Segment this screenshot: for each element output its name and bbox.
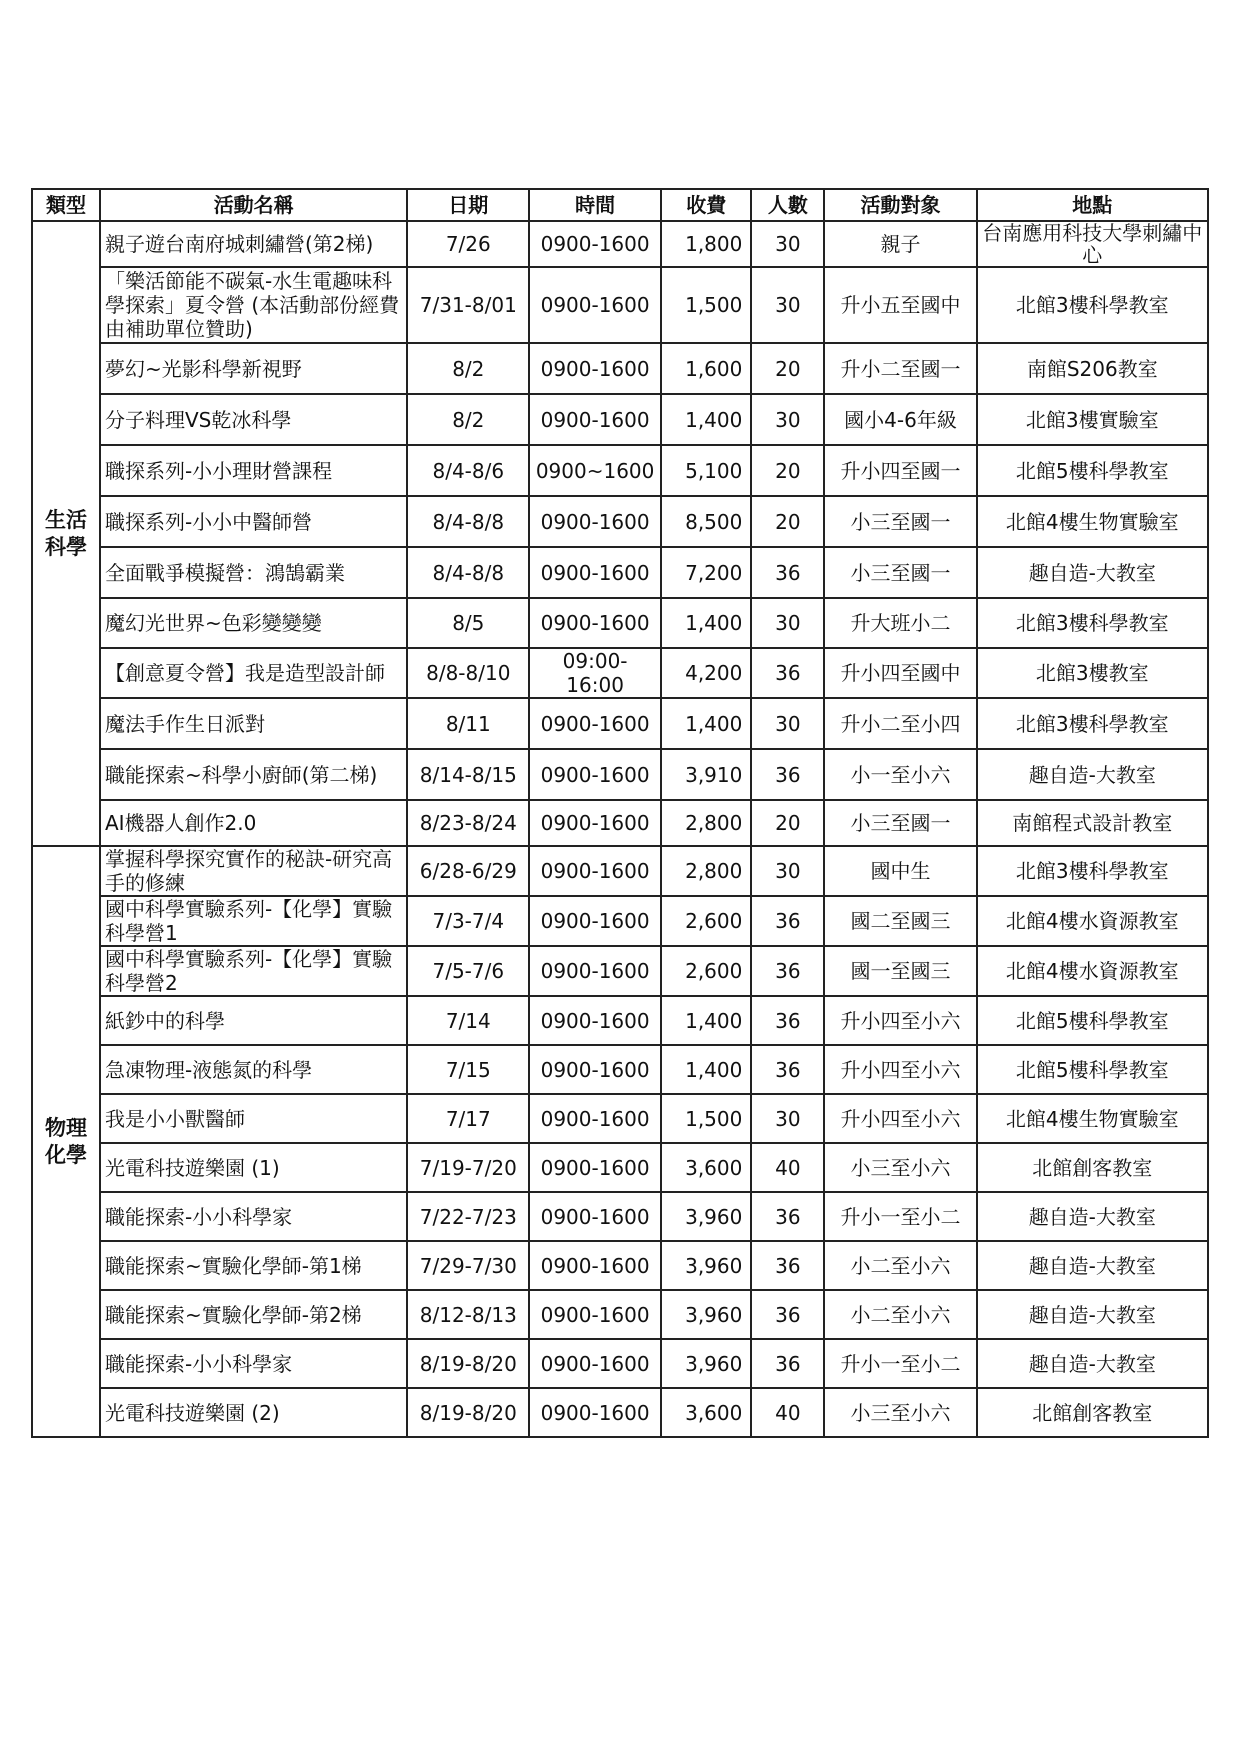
table-row (32, 1241, 1208, 1290)
location-cell: 北館3樓科學教室 (977, 598, 1208, 648)
table-row (32, 445, 1208, 496)
headcount-cell: 36 (751, 1045, 824, 1094)
target-audience-cell: 小一至小六 (824, 749, 976, 800)
fee-cell: 2,800 (661, 800, 751, 846)
activity-name-cell: 掌握科學探究實作的秘訣-研究高手的修練 (100, 846, 407, 896)
table-row (32, 496, 1208, 547)
location-cell: 北館4樓生物實驗室 (977, 1094, 1208, 1143)
fee-cell: 1,400 (661, 1045, 751, 1094)
location-cell: 北館3樓科學教室 (977, 267, 1208, 343)
fee-cell: 1,400 (661, 394, 751, 445)
activity-name-cell: 親子遊台南府城刺繡營(第2梯) (100, 221, 407, 267)
time-cell: 0900-1600 (529, 996, 661, 1045)
table-row (32, 800, 1208, 846)
time-cell: 0900-1600 (529, 1192, 661, 1241)
time-cell: 0900-1600 (529, 846, 661, 896)
date-cell: 8/23-8/24 (407, 800, 529, 846)
table-row (32, 1143, 1208, 1192)
date-cell: 8/5 (407, 598, 529, 648)
target-audience-cell: 小三至國一 (824, 547, 976, 598)
location-cell: 趣自造-大教室 (977, 1290, 1208, 1339)
headcount-cell: 30 (751, 698, 824, 749)
target-audience-cell: 升小二至國一 (824, 343, 976, 394)
activity-name-cell: 國中科學實驗系列-【化學】實驗科學營2 (100, 946, 407, 996)
date-cell: 7/14 (407, 996, 529, 1045)
date-cell: 8/4-8/6 (407, 445, 529, 496)
activity-name-cell: 全面戰爭模擬營：鴻鵠霸業 (100, 547, 407, 598)
date-cell: 7/3-7/4 (407, 896, 529, 946)
table-row (32, 749, 1208, 800)
time-cell: 0900-1600 (529, 1388, 661, 1437)
headcount-cell: 20 (751, 496, 824, 547)
time-cell: 0900-1600 (529, 496, 661, 547)
target-audience-cell: 小三至小六 (824, 1143, 976, 1192)
table-row (32, 648, 1208, 698)
headcount-cell: 20 (751, 445, 824, 496)
headcount-cell: 30 (751, 221, 824, 267)
headcount-cell: 36 (751, 1339, 824, 1388)
fee-cell: 1,400 (661, 698, 751, 749)
location-cell: 北館4樓水資源教室 (977, 896, 1208, 946)
fee-cell: 1,500 (661, 1094, 751, 1143)
target-audience-cell: 小三至小六 (824, 1388, 976, 1437)
fee-cell: 3,960 (661, 1290, 751, 1339)
table-row (32, 343, 1208, 394)
location-cell: 台南應用科技大學刺繡中心 (977, 221, 1208, 267)
headcount-cell: 36 (751, 1192, 824, 1241)
fee-cell: 4,200 (661, 648, 751, 698)
time-cell: 0900-1600 (529, 896, 661, 946)
time-cell: 0900-1600 (529, 547, 661, 598)
fee-cell: 1,400 (661, 996, 751, 1045)
location-cell: 南館程式設計教室 (977, 800, 1208, 846)
target-audience-cell: 國二至國三 (824, 896, 976, 946)
location-cell: 北館3樓科學教室 (977, 698, 1208, 749)
table-row (32, 547, 1208, 598)
location-cell: 北館5樓科學教室 (977, 445, 1208, 496)
target-audience-cell: 升小一至小二 (824, 1192, 976, 1241)
time-cell: 0900-1600 (529, 267, 661, 343)
date-cell: 7/22-7/23 (407, 1192, 529, 1241)
table-row (32, 1339, 1208, 1388)
time-cell: 0900-1600 (529, 1143, 661, 1192)
target-audience-cell: 升小二至小四 (824, 698, 976, 749)
table-row (32, 1094, 1208, 1143)
fee-cell: 3,600 (661, 1143, 751, 1192)
schedule-body (32, 221, 1208, 1437)
table-row (32, 221, 1208, 267)
time-cell: 0900-1600 (529, 1094, 661, 1143)
date-cell: 7/5-7/6 (407, 946, 529, 996)
fee-cell: 2,800 (661, 846, 751, 896)
date-cell: 8/2 (407, 343, 529, 394)
location-cell: 趣自造-大教室 (977, 1339, 1208, 1388)
fee-cell: 1,500 (661, 267, 751, 343)
target-audience-cell: 升小四至國中 (824, 648, 976, 698)
date-cell: 7/31-8/01 (407, 267, 529, 343)
target-audience-cell: 升小四至小六 (824, 1094, 976, 1143)
location-cell: 北館4樓生物實驗室 (977, 496, 1208, 547)
headcount-cell: 36 (751, 648, 824, 698)
header-row (32, 189, 1208, 221)
table-row (32, 267, 1208, 343)
headcount-cell: 30 (751, 394, 824, 445)
table-row (32, 846, 1208, 896)
time-cell: 0900-1600 (529, 221, 661, 267)
target-audience-cell: 親子 (824, 221, 976, 267)
fee-cell: 8,500 (661, 496, 751, 547)
location-cell: 北館5樓科學教室 (977, 1045, 1208, 1094)
date-cell: 8/12-8/13 (407, 1290, 529, 1339)
headcount-cell: 30 (751, 1094, 824, 1143)
location-cell: 北館5樓科學教室 (977, 996, 1208, 1045)
activity-name-cell: 魔法手作生日派對 (100, 698, 407, 749)
fee-cell: 3,960 (661, 1192, 751, 1241)
headcount-cell: 36 (751, 946, 824, 996)
table-row (32, 698, 1208, 749)
fee-cell: 3,600 (661, 1388, 751, 1437)
fee-cell: 7,200 (661, 547, 751, 598)
activity-name-cell: 國中科學實驗系列-【化學】實驗科學營1 (100, 896, 407, 946)
table-row (32, 598, 1208, 648)
location-cell: 北館3樓教室 (977, 648, 1208, 698)
time-cell: 0900-1600 (529, 946, 661, 996)
activity-name-cell: 職探系列-小小理財營課程 (100, 445, 407, 496)
date-cell: 8/19-8/20 (407, 1388, 529, 1437)
activity-name-cell: 「樂活節能不碳氣-水生電趣味科學探索」夏令營 (本活動部份經費由補助單位贊助) (100, 267, 407, 343)
activity-name-cell: 職能探索~實驗化學師-第2梯 (100, 1290, 407, 1339)
date-cell: 7/17 (407, 1094, 529, 1143)
header-activity-name: 活動名稱 (100, 189, 407, 221)
target-audience-cell: 國一至國三 (824, 946, 976, 996)
target-audience-cell: 小三至國一 (824, 496, 976, 547)
location-cell: 南館S206教室 (977, 343, 1208, 394)
time-cell: 0900-1600 (529, 1241, 661, 1290)
date-cell: 7/26 (407, 221, 529, 267)
date-cell: 6/28-6/29 (407, 846, 529, 896)
headcount-cell: 40 (751, 1143, 824, 1192)
fee-cell: 2,600 (661, 896, 751, 946)
header-headcount: 人數 (751, 189, 824, 221)
location-cell: 北館創客教室 (977, 1143, 1208, 1192)
fee-cell: 1,400 (661, 598, 751, 648)
headcount-cell: 40 (751, 1388, 824, 1437)
target-audience-cell: 升小一至小二 (824, 1339, 976, 1388)
headcount-cell: 20 (751, 343, 824, 394)
date-cell: 8/4-8/8 (407, 547, 529, 598)
activity-name-cell: 光電科技遊樂園 (1) (100, 1143, 407, 1192)
time-cell: 0900-1600 (529, 1339, 661, 1388)
activity-name-cell: 職能探索-小小科學家 (100, 1192, 407, 1241)
fee-cell: 1,600 (661, 343, 751, 394)
table-row (32, 394, 1208, 445)
fee-cell: 5,100 (661, 445, 751, 496)
date-cell: 8/4-8/8 (407, 496, 529, 547)
fee-cell: 2,600 (661, 946, 751, 996)
time-cell: 09:00-16:00 (529, 648, 661, 698)
date-cell: 8/2 (407, 394, 529, 445)
table-row (32, 1192, 1208, 1241)
location-cell: 趣自造-大教室 (977, 1241, 1208, 1290)
target-audience-cell: 升小四至小六 (824, 1045, 976, 1094)
target-audience-cell: 升小四至小六 (824, 996, 976, 1045)
target-audience-cell: 小二至小六 (824, 1290, 976, 1339)
headcount-cell: 36 (751, 1241, 824, 1290)
activity-name-cell: AI機器人創作2.0 (100, 800, 407, 846)
header-location: 地點 (977, 189, 1208, 221)
headcount-cell: 36 (751, 1290, 824, 1339)
activity-name-cell: 分子料理VS乾冰科學 (100, 394, 407, 445)
location-cell: 趣自造-大教室 (977, 1192, 1208, 1241)
table-row (32, 896, 1208, 946)
category-cell: 生活科學 (32, 221, 100, 846)
target-audience-cell: 國小4-6年級 (824, 394, 976, 445)
table-row (32, 1388, 1208, 1437)
table-row (32, 996, 1208, 1045)
schedule-table (31, 188, 1209, 1438)
target-audience-cell: 升小四至國一 (824, 445, 976, 496)
location-cell: 北館創客教室 (977, 1388, 1208, 1437)
headcount-cell: 30 (751, 598, 824, 648)
header-target-audience: 活動對象 (824, 189, 976, 221)
headcount-cell: 30 (751, 267, 824, 343)
activity-name-cell: 光電科技遊樂園 (2) (100, 1388, 407, 1437)
time-cell: 0900-1600 (529, 800, 661, 846)
activity-name-cell: 魔幻光世界~色彩變變變 (100, 598, 407, 648)
headcount-cell: 30 (751, 846, 824, 896)
activity-name-cell: 紙鈔中的科學 (100, 996, 407, 1045)
fee-cell: 1,800 (661, 221, 751, 267)
location-cell: 趣自造-大教室 (977, 749, 1208, 800)
date-cell: 7/15 (407, 1045, 529, 1094)
target-audience-cell: 國中生 (824, 846, 976, 896)
date-cell: 8/11 (407, 698, 529, 749)
date-cell: 8/14-8/15 (407, 749, 529, 800)
fee-cell: 3,960 (661, 1339, 751, 1388)
location-cell: 北館4樓水資源教室 (977, 946, 1208, 996)
date-cell: 8/8-8/10 (407, 648, 529, 698)
location-cell: 趣自造-大教室 (977, 547, 1208, 598)
activity-name-cell: 我是小小獸醫師 (100, 1094, 407, 1143)
activity-name-cell: 職能探索~科學小廚師(第二梯) (100, 749, 407, 800)
header-category: 類型 (32, 189, 100, 221)
header-fee: 收費 (661, 189, 751, 221)
target-audience-cell: 升大班小二 (824, 598, 976, 648)
time-cell: 0900-1600 (529, 343, 661, 394)
time-cell: 0900~1600 (529, 445, 661, 496)
time-cell: 0900-1600 (529, 1045, 661, 1094)
header-date: 日期 (407, 189, 529, 221)
target-audience-cell: 升小五至國中 (824, 267, 976, 343)
headcount-cell: 36 (751, 547, 824, 598)
header-time: 時間 (529, 189, 661, 221)
date-cell: 7/29-7/30 (407, 1241, 529, 1290)
headcount-cell: 36 (751, 749, 824, 800)
activity-name-cell: 職探系列-小小中醫師營 (100, 496, 407, 547)
location-cell: 北館3樓科學教室 (977, 846, 1208, 896)
fee-cell: 3,960 (661, 1241, 751, 1290)
activity-name-cell: 【創意夏令營】我是造型設計師 (100, 648, 407, 698)
time-cell: 0900-1600 (529, 749, 661, 800)
target-audience-cell: 小二至小六 (824, 1241, 976, 1290)
time-cell: 0900-1600 (529, 698, 661, 749)
headcount-cell: 20 (751, 800, 824, 846)
table-row (32, 1290, 1208, 1339)
location-cell: 北館3樓實驗室 (977, 394, 1208, 445)
category-cell: 物理化學 (32, 846, 100, 1437)
time-cell: 0900-1600 (529, 1290, 661, 1339)
activity-name-cell: 夢幻~光影科學新視野 (100, 343, 407, 394)
date-cell: 8/19-8/20 (407, 1339, 529, 1388)
headcount-cell: 36 (751, 996, 824, 1045)
table-row (32, 946, 1208, 996)
fee-cell: 3,910 (661, 749, 751, 800)
activity-name-cell: 職能探索~實驗化學師-第1梯 (100, 1241, 407, 1290)
date-cell: 7/19-7/20 (407, 1143, 529, 1192)
time-cell: 0900-1600 (529, 394, 661, 445)
headcount-cell: 36 (751, 896, 824, 946)
activity-name-cell: 急凍物理-液態氮的科學 (100, 1045, 407, 1094)
table-row (32, 1045, 1208, 1094)
target-audience-cell: 小三至國一 (824, 800, 976, 846)
time-cell: 0900-1600 (529, 598, 661, 648)
activity-name-cell: 職能探索-小小科學家 (100, 1339, 407, 1388)
